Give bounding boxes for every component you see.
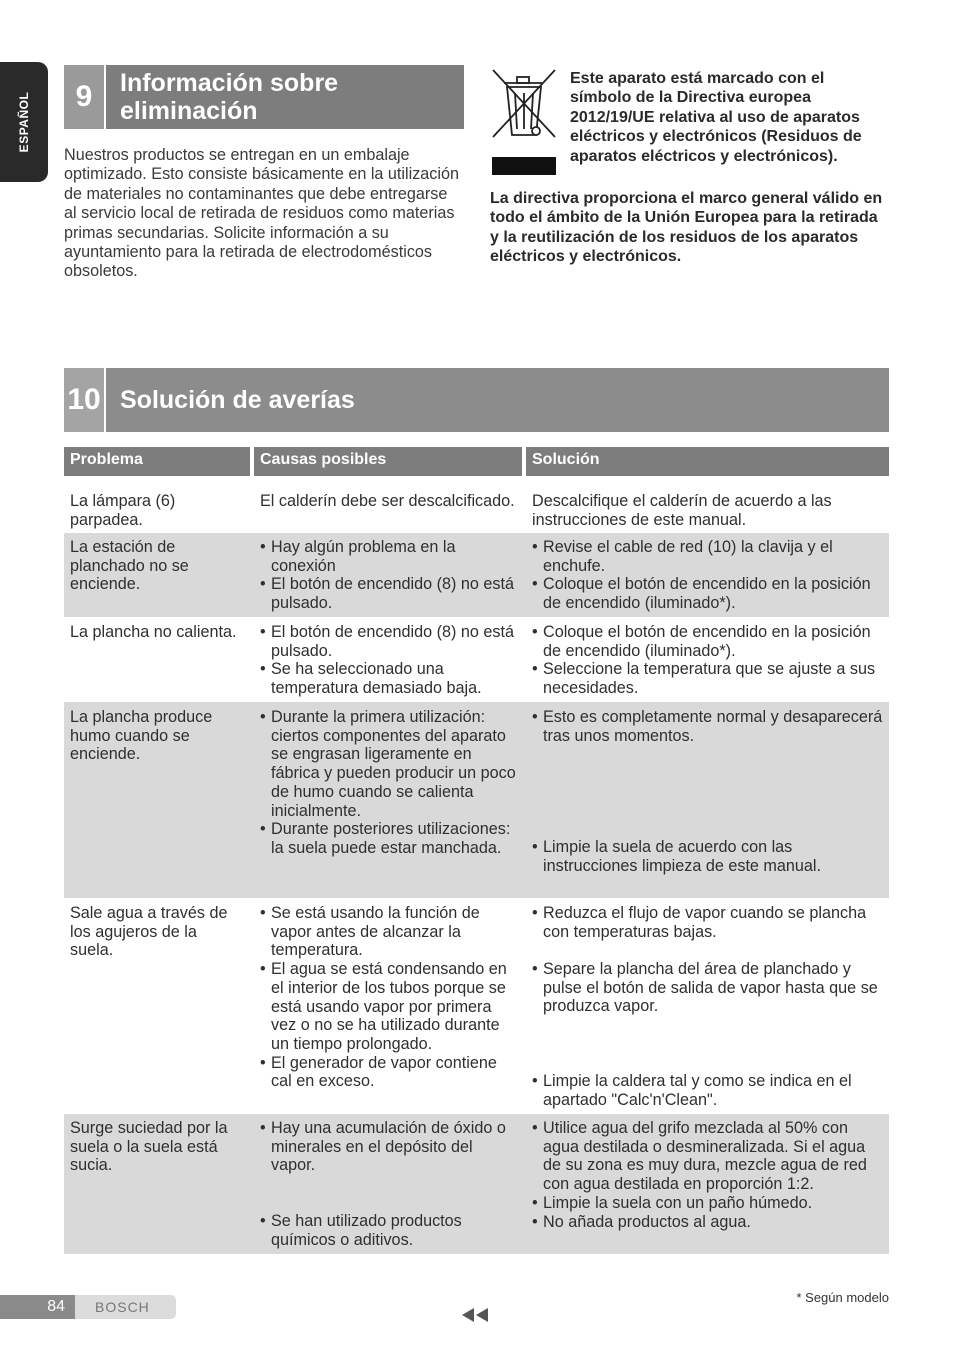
section-10-title: Solución de averías bbox=[120, 386, 355, 414]
solution-item: • Separe la plancha del área de planchado y pulse el botón de salida de vapor hasta que se produzca vapor. bbox=[532, 960, 883, 1072]
header-causes: Causas posibles bbox=[254, 447, 522, 476]
causes-cell bbox=[254, 708, 522, 898]
solution-item: • Revise el cable de red (10) la clavija y el enchufe. bbox=[532, 538, 883, 575]
solution-cell bbox=[526, 538, 889, 617]
language-tab bbox=[0, 62, 48, 182]
problem-cell: La estación de planchado no se enciende. bbox=[70, 538, 189, 594]
causes-cell bbox=[254, 1119, 522, 1254]
footnote: * Según modelo bbox=[796, 1290, 889, 1305]
table-row bbox=[64, 617, 889, 702]
previous-page-icon[interactable] bbox=[462, 1308, 490, 1322]
problem-cell: La lámpara (6) parpadea. bbox=[70, 492, 176, 529]
cause-item: • El botón de encendido (8) no está pulsado. bbox=[260, 623, 516, 660]
solution-cell bbox=[526, 1119, 889, 1254]
causes-cell bbox=[254, 623, 522, 702]
header-problem: Problema bbox=[64, 447, 250, 476]
section-9-header bbox=[64, 65, 464, 129]
cause-item: • Se está usando la función de vapor antes de alcanzar la temperatura. bbox=[260, 904, 516, 960]
problem-cell: La plancha no calienta. bbox=[70, 623, 237, 641]
cause-item: • El agua se está condensando en el interior de los tubos porque se está usando vapor por primera vez o no se ha utilizado durante un tiempo prolongado. bbox=[260, 960, 516, 1054]
cause-item: • El botón de encendido (8) no está pulsado. bbox=[260, 575, 516, 612]
cause-item: • Durante posteriores utilizaciones: la suela puede estar manchada. bbox=[260, 820, 516, 857]
weee-directive-text: Este aparato está marcado con el símbolo de la Directiva europea 2012/19/UE relativa al uso de aparatos eléctricos y electrónicos (Residuos de aparatos eléctricos y electrónicos). bbox=[570, 70, 862, 165]
weee-bin-icon bbox=[490, 65, 558, 177]
header-solution: Solución bbox=[526, 447, 889, 476]
cause-item: • Se han utilizado productos químicos o aditivos. bbox=[260, 1212, 516, 1249]
section-10-header bbox=[64, 368, 889, 432]
solution-item: • Coloque el botón de encendido en la posición de encendido (iluminado*). bbox=[532, 575, 883, 612]
section-10-number: 10 bbox=[64, 368, 106, 432]
solution-cell bbox=[526, 904, 889, 1114]
section-9-title: Información sobre eliminación bbox=[120, 69, 339, 125]
causes-cell: El calderín debe ser descalcificado. bbox=[260, 492, 515, 510]
solution-item: • Esto es completamente normal y desaparecerá tras unos momentos. bbox=[532, 708, 883, 838]
causes-cell bbox=[254, 904, 522, 1114]
problem-cell: Sale agua a través de los agujeros de la suela. bbox=[70, 904, 228, 960]
brand-label: BOSCH bbox=[75, 1295, 176, 1319]
solution-cell bbox=[526, 623, 889, 702]
solution-item: • Limpie la suela de acuerdo con las instrucciones limpieza de este manual. bbox=[532, 838, 883, 875]
cause-item: • Se ha seleccionado una temperatura demasiado baja. bbox=[260, 660, 516, 697]
solution-item: • Coloque el botón de encendido en la posición de encendido (iluminado*). bbox=[532, 623, 883, 660]
solution-item: • Limpie la caldera tal y como se indica en el apartado "Calc'n'Clean". bbox=[532, 1072, 883, 1109]
weee-framework-text: La directiva proporciona el marco general válido en todo el ámbito de la Unión Europea para la retirada y la reutilización de los residuos de los aparatos eléctricos y electrónicos. bbox=[490, 190, 883, 266]
cause-item: • Hay una acumulación de óxido o minerales en el depósito del vapor. bbox=[260, 1119, 516, 1212]
cause-item: • Hay algún problema en la conexión bbox=[260, 538, 516, 575]
table-row bbox=[64, 484, 889, 533]
solution-item: • Reduzca el flujo de vapor cuando se plancha con temperaturas bajas. bbox=[532, 904, 883, 960]
table-header bbox=[64, 447, 889, 476]
problem-cell: Surge suciedad por la suela o la suela está sucia. bbox=[70, 1119, 228, 1175]
table-row bbox=[64, 533, 889, 617]
cause-item: • El generador de vapor contiene cal en exceso. bbox=[260, 1054, 516, 1091]
table-row bbox=[64, 702, 889, 898]
table-row bbox=[64, 1114, 889, 1254]
solution-cell bbox=[526, 708, 889, 898]
causes-cell bbox=[254, 538, 522, 617]
solution-item: • No añada productos al agua. bbox=[532, 1213, 883, 1232]
troubleshooting-table bbox=[64, 447, 889, 1254]
language-tab-label: ESPAÑOL bbox=[17, 91, 31, 153]
solution-cell: Descalcifique el calderín de acuerdo a las instrucciones de este manual. bbox=[532, 492, 832, 529]
section-9-number: 9 bbox=[64, 65, 106, 129]
table-row bbox=[64, 898, 889, 1114]
section-9-intro: Nuestros productos se entregan en un embalaje optimizado. Esto consiste básicamente en la utilización de materiales no contaminantes que debe entregarse al servicio local de retirada de residuos como materias primas secundarias. Solicite información a su ayuntamiento para la retirada de electrodomésticos obsoletos. bbox=[64, 146, 460, 281]
solution-item: • Utilice agua del grifo mezclada al 50% con agua destilada o desmineralizada. Si el agua de su zona es muy dura, mezcle agua de red con agua destilada en proporción 1:2. bbox=[532, 1119, 883, 1194]
solution-item: • Limpie la suela con un paño húmedo. bbox=[532, 1194, 883, 1213]
cause-item: • Durante la primera utilización: ciertos componentes del aparato se engrasan ligeramente en fábrica y pueden producir un poco de humo cuando se calienta inicialmente. bbox=[260, 708, 516, 820]
solution-item: • Seleccione la temperatura que se ajuste a sus necesidades. bbox=[532, 660, 883, 697]
problem-cell: La plancha produce humo cuando se enciende. bbox=[70, 708, 213, 764]
page-number: 84 bbox=[0, 1295, 75, 1319]
